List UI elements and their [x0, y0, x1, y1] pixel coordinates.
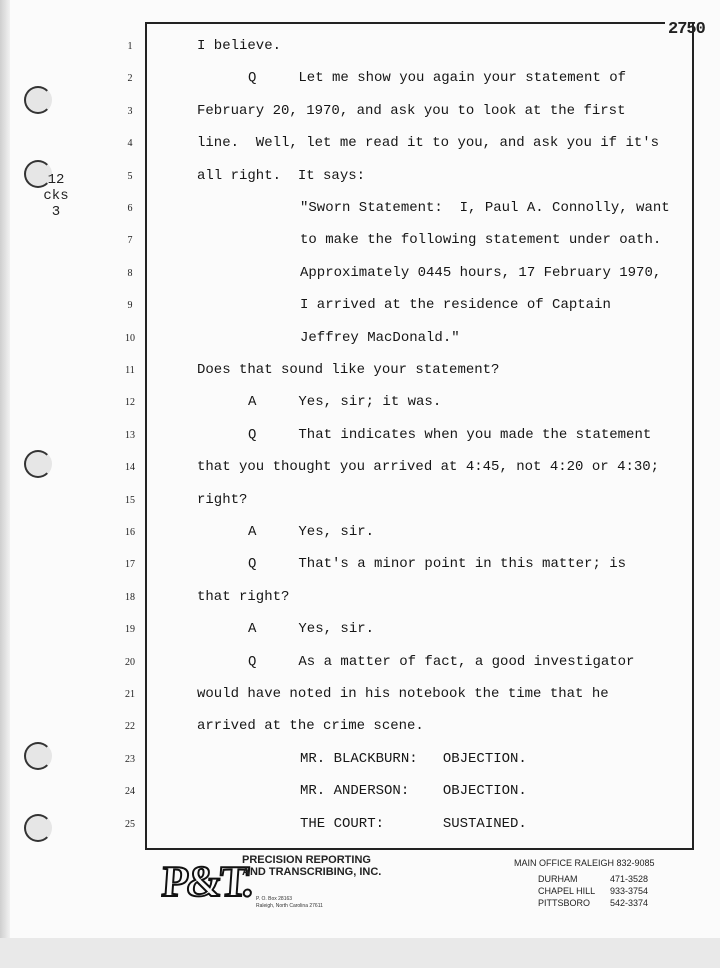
- line-number: 14: [125, 462, 135, 474]
- main-office: MAIN OFFICE RALEIGH 832-9085: [514, 858, 655, 868]
- line-number: 10: [125, 332, 135, 344]
- line-number: 13: [125, 429, 135, 441]
- transcript-line: I believe.: [197, 38, 282, 54]
- transcript-line: right?: [197, 491, 248, 508]
- transcript-line: that you thought you arrived at 4:45, not 4:20 or 4:30;: [197, 459, 660, 476]
- line-number: 23: [125, 753, 135, 765]
- line-number: 20: [125, 656, 135, 668]
- line-number: 11: [125, 365, 135, 376]
- line-number: 12: [125, 397, 135, 409]
- office-phone: 471-3528: [610, 874, 649, 884]
- company-name-line: PRECISION REPORTING: [242, 854, 371, 866]
- transcript-line: A Yes, sir.: [248, 621, 375, 638]
- transcript-line: MR. ANDERSON: OBJECTION.: [300, 783, 527, 800]
- line-number: 17: [125, 559, 135, 571]
- transcript-line: I arrived at the residence of Captain: [300, 297, 611, 314]
- transcript-line: Q As a matter of fact, a good investigator: [248, 653, 635, 670]
- transcript-line: arrived at the crime scene.: [197, 718, 424, 735]
- transcript-frame-top: [145, 22, 665, 24]
- line-number: 16: [125, 527, 135, 538]
- transcript-line: "Sworn Statement: I, Paul A. Connolly, want: [300, 200, 670, 216]
- transcript-line: MR. BLACKBURN: OBJECTION.: [300, 750, 527, 767]
- page-edge-shadow: [0, 0, 10, 938]
- transcript-line: all right. It says:: [197, 167, 366, 184]
- transcript-line: THE COURT: SUSTAINED.: [300, 815, 527, 832]
- address-line: P. O. Box 28163: [256, 896, 293, 902]
- line-number: 8: [127, 267, 133, 279]
- page-number: 2750: [668, 20, 705, 39]
- binder-hole: [24, 742, 52, 770]
- line-number: 21: [125, 689, 135, 700]
- company-name: [242, 854, 381, 878]
- transcript-line: Does that sound like your statement?: [197, 362, 500, 378]
- margin-note: [36, 172, 76, 220]
- line-number: 22: [125, 721, 135, 733]
- transcript-line: to make the following statement under oath.: [300, 232, 662, 249]
- address-line: Raleigh, North Carolina 27611: [256, 903, 323, 909]
- margin-note-line: 3: [51, 204, 61, 220]
- transcript-line: Jeffrey MacDonald.": [300, 329, 460, 346]
- office-row: [538, 898, 648, 908]
- line-number: 4: [127, 138, 133, 150]
- binder-hole: [24, 86, 52, 114]
- company-address: [256, 896, 323, 910]
- line-number: 24: [125, 786, 135, 798]
- binder-hole: [24, 450, 52, 478]
- line-number: 19: [125, 624, 135, 636]
- transcript-line: would have noted in his notebook the time that he: [197, 686, 609, 702]
- office-phone: 542-3374: [610, 898, 649, 908]
- line-number: 5: [127, 170, 133, 182]
- reporter-footer: [160, 852, 690, 914]
- transcript-line: Approximately 0445 hours, 17 February 1970,: [300, 264, 662, 281]
- transcript-line: Q Let me show you again your statement of: [248, 70, 627, 87]
- transcript-line: A Yes, sir; it was.: [248, 394, 442, 411]
- office-row: [538, 886, 648, 896]
- office-city: CHAPEL HILL: [538, 886, 596, 896]
- office-phone: 933-3754: [610, 886, 649, 896]
- line-number: 9: [127, 300, 133, 312]
- line-number: 25: [125, 818, 135, 830]
- office-city: PITTSBORO: [538, 898, 591, 908]
- company-name-line: AND TRANSCRIBING, INC.: [242, 866, 382, 878]
- company-logo: P&T.: [160, 857, 253, 906]
- line-number: 6: [127, 203, 133, 214]
- transcript-line: Q That indicates when you made the statement: [248, 426, 652, 443]
- office-row: [538, 874, 648, 884]
- transcript-line: Q That's a minor point in this matter; is: [248, 556, 627, 573]
- margin-note-line: 12: [47, 172, 65, 188]
- line-number: 2: [127, 73, 133, 85]
- line-number: 3: [127, 105, 133, 117]
- transcript-line: that right?: [197, 588, 290, 605]
- office-city: DURHAM: [538, 874, 578, 884]
- line-number: 7: [127, 235, 133, 247]
- transcript-line: February 20, 1970, and ask you to look at the first: [197, 102, 626, 119]
- binder-hole: [24, 814, 52, 842]
- margin-note-line: cks: [43, 188, 69, 204]
- line-number: 18: [125, 591, 135, 603]
- transcript-line: line. Well, let me read it to you, and ask you if it's: [197, 135, 660, 152]
- transcript-line: A Yes, sir.: [248, 524, 375, 540]
- line-number: 1: [127, 41, 133, 52]
- line-number: 15: [125, 494, 135, 506]
